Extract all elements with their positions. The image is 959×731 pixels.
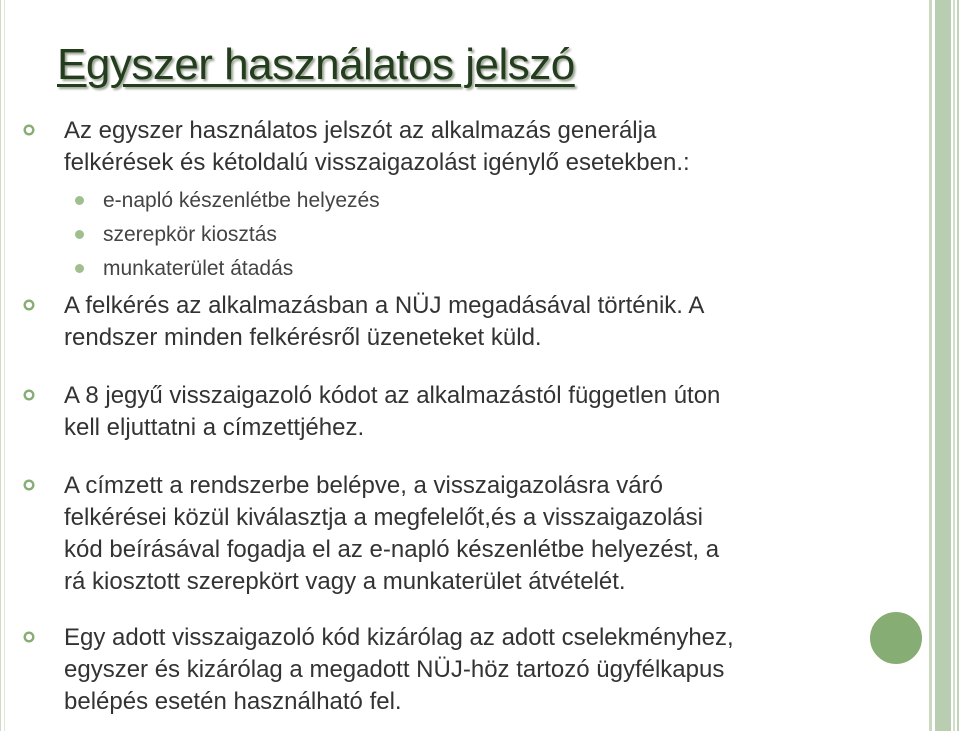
dot-bullet-icon bbox=[75, 196, 84, 205]
bullet-line: Egy adott visszaigazoló kód kizárólag az adott cselekményhez, bbox=[64, 624, 734, 651]
dot-bullet-icon bbox=[75, 230, 84, 239]
sub-item bbox=[103, 256, 293, 282]
right-stripe-wide bbox=[935, 0, 951, 731]
ring-bullet-icon bbox=[23, 389, 35, 401]
bullet-item bbox=[64, 470, 719, 598]
dot-bullet-icon bbox=[75, 264, 84, 273]
bullet-line: A 8 jegyű visszaigazoló kódot az alkalmazástól független úton bbox=[64, 382, 721, 409]
left-border-line-inner bbox=[4, 0, 5, 731]
ring-bullet-icon bbox=[23, 124, 35, 136]
slide-title: Egyszer használatos jelszó bbox=[57, 40, 575, 89]
bullet-line: felkérések és kétoldalú visszaigazolást igénylő esetekben.: bbox=[64, 149, 690, 176]
bullet-item bbox=[64, 115, 690, 179]
bullet-line: felkérései közül kiválasztja a megfelelőt,és a visszaigazolási bbox=[64, 504, 703, 531]
sub-item-label: szerepkör kiosztás bbox=[103, 223, 277, 246]
bullet-line: A felkérés az alkalmazásban a NÜJ megadásával történik. A bbox=[64, 292, 705, 319]
ring-bullet-icon bbox=[23, 631, 35, 643]
sub-item bbox=[103, 222, 277, 248]
ring-bullet-icon bbox=[23, 479, 35, 491]
left-border-line bbox=[0, 0, 1, 731]
bullet-item bbox=[64, 290, 704, 354]
bullet-line: kell eljuttatni a címzettjéhez. bbox=[64, 414, 365, 441]
sub-item bbox=[103, 188, 380, 214]
bullet-item bbox=[64, 622, 734, 718]
bullet-item bbox=[64, 380, 720, 444]
bullet-line: rá kiosztott szerepkört vagy a munkaterület átvételét. bbox=[64, 568, 626, 595]
bullet-line: rendszer minden felkérésről üzeneteket küld. bbox=[64, 324, 542, 351]
bullet-line: egyszer és kizárólag a megadott NÜJ-höz tartozó ügyfélkapus bbox=[64, 656, 725, 683]
ring-bullet-icon bbox=[23, 299, 35, 311]
sub-item-label: e-napló készenlétbe helyezés bbox=[103, 189, 380, 212]
bullet-line: kód beírásával fogadja el az e-napló készenlétbe helyezést, a bbox=[64, 536, 720, 563]
bullet-line: A címzett a rendszerbe belépve, a visszaigazolásra váró bbox=[64, 472, 663, 499]
right-stripe bbox=[929, 0, 932, 731]
right-stripe-thin bbox=[953, 0, 955, 731]
bullet-line: belépés esetén használható fel. bbox=[64, 688, 402, 715]
sub-item-label: munkaterület átadás bbox=[103, 257, 294, 280]
bullet-line: Az egyszer használatos jelszót az alkalmazás generálja bbox=[64, 117, 657, 144]
decorative-circle bbox=[867, 609, 925, 667]
